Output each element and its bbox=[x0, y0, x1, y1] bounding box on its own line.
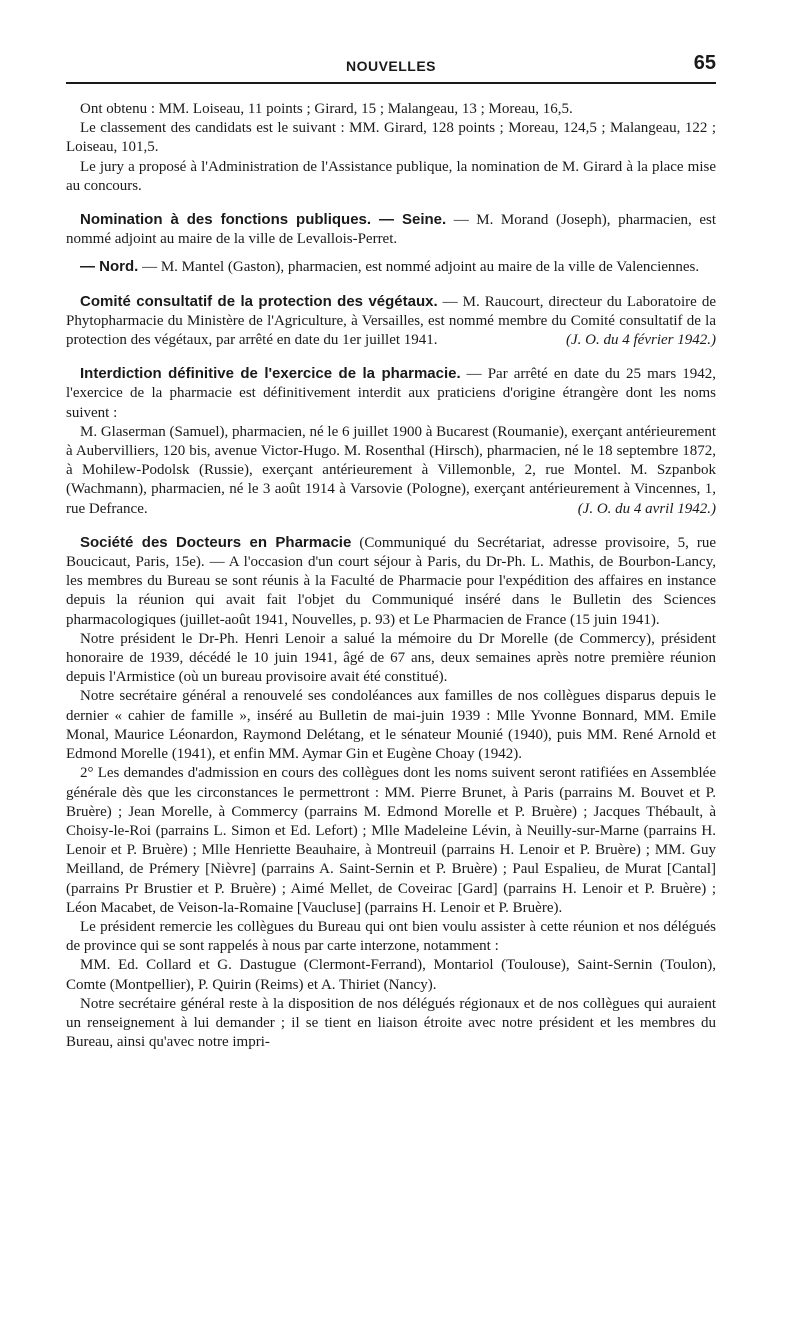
paragraph-nomination-nord bbox=[66, 257, 716, 277]
section-heading: Société des Docteurs en Pharmacie bbox=[80, 533, 352, 551]
paragraph-text: — Par arrêté en date du 25 mars 1942, l'exercice de la pharmacie est définitivement interdit aux praticiens d'origine étrangère dont les noms suivent : bbox=[66, 366, 716, 421]
paragraph-interdiction bbox=[66, 364, 716, 423]
paragraph-interdiction-list bbox=[66, 423, 716, 519]
paragraph-text: Le président remercie les collègues du Bureau qui ont bien voulu assister à cette réunion et nos délégués de province qui se sont rappelés à nous par carte interzone, notamment : bbox=[66, 918, 716, 955]
paragraph-results bbox=[66, 100, 716, 119]
journal-reference: (J. O. du 4 février 1942.) bbox=[566, 332, 716, 349]
section-heading: Nomination à des fonctions publiques. — Seine. bbox=[80, 211, 447, 229]
section-heading: Comité consultatif de la protection des végétaux. bbox=[80, 292, 438, 310]
paragraph-condoleances bbox=[66, 687, 716, 764]
paragraph-text: Le classement des candidats est le suivant : MM. Girard, 128 points ; Moreau, 124,5 ; Malangeau, 122 ; Loiseau, 101,5. bbox=[66, 120, 716, 156]
paragraph-text: Notre secrétaire général reste à la disposition de nos délégués régionaux et de nos collègues qui auraient un renseignement à lui demander ; il se tient en liaison étroite avec notre président et les membres du Bureau, ainsi qu'avec notre impri- bbox=[66, 995, 716, 1051]
paragraph-text: 2° Les demandes d'admission en cours des collègues dont les noms suivent seront ratifiées en Assemblée générale dès que les circonstances le permettront : MM. Pierre Brunet, à Paris (parrains M. Bouvet et P. Bruère) ; Jean Morelle, à Commercy (parrains M. Edmond Morelle et P. Bruère) ; Jacques Thébault, à Choisy-le-Roi (parrains L. Simon et Ed. Lefort) ; Mlle Madeleine Lévin, à Neuilly-sur-Marne (parrains H. Lenoir et P. Bruère) ; Mlle Henriette Beauhaire, à Montreuil (parrains H. Lenoir et P. Bruère) ; MM. Guy Meilland, de Prémery [Nièvre] (parrains A. Saint-Sernin et P. Bruère) ; Paul Espalieu, de Murat [Cantal] (parrains Pr Brustier et P. Bruère) ; Aimé Mellet, de Coveirac [Gard] (parrains H. Lenoir et P. Bruère) ; Léon Macabet, de Veison-la-Romaine [Vaucluse] (parrains H. Lenoir et P. Bruère). bbox=[66, 765, 716, 916]
section-heading: — Nord. bbox=[80, 258, 139, 276]
paragraph-text: MM. Ed. Collard et G. Dastugue (Clermont-Ferrand), Montariol (Toulouse), Saint-Sernin (Toulon), Comte (Montpellier), P. Quirin (Reims) et A. Thiriet (Nancy). bbox=[66, 957, 716, 993]
paragraph-president bbox=[66, 630, 716, 688]
article-body bbox=[66, 100, 716, 1052]
paragraph-ranking bbox=[66, 119, 716, 157]
paragraph-text: Notre président le Dr-Ph. Henri Lenoir a salué la mémoire du Dr Morelle (de Commercy), président honoraire de 1939, décédé le 10 juin 1941, âgé de 67 ans, deux semaines après notre première réunion depuis l'Armistice (où un bureau provisoire avait été constitué). bbox=[66, 630, 716, 686]
paragraph-admissions bbox=[66, 764, 716, 918]
paragraph-text: (Communiqué du Secrétariat, adresse provisoire, 5, rue Boucicaut, Paris, 15e). — A l'occasion d'un court séjour à Paris, du Dr-Ph. L. Mathis, de Bourbon-Lancy, les membres du Bureau se sont réunis à la Faculté de Pharmacie pour l'expédition des affaires en instance depuis la réunion qui avait fait l'objet du Communiqué inséré dans le Bulletin des Sciences pharmacologiques (juillet-août 1941, Nouvelles, p. 93) et Le Pharmacien de France (15 juin 1941). bbox=[66, 534, 717, 628]
journal-reference: (J. O. du 4 avril 1942.) bbox=[577, 500, 716, 517]
paragraph-comite bbox=[66, 292, 716, 351]
paragraph-text: Ont obtenu : MM. Loiseau, 11 points ; Girard, 15 ; Malangeau, 13 ; Moreau, 16,5. bbox=[80, 101, 573, 117]
paragraph-text: M. Glaserman (Samuel), pharmacien, né le 6 juillet 1900 à Bucarest (Roumanie), exerçant antérieurement à Aubervilliers, 120 bis, avenue Victor-Hugo. M. Rosenthal (Hirsch), pharmacien, né le 18 septembre 1872, à Mohilew-Podolsk (Russie), exerçant antérieurement à Villemonble, 2, rue Montel. M. Szpanbok (Wachmann), pharmacien, né le 3 août 1914 à Varsovie (Pologne), exerçant antérieurement à Vincennes, 1, rue Defrance. bbox=[66, 423, 717, 517]
paragraph-text: — M. Raucourt, directeur du Laboratoire de Phytopharmacie du Ministère de l'Agriculture, à Versailles, est nommé membre du Comité consultatif de la protection des végétaux, par arrêté en date du 1er juillet 1941. bbox=[66, 293, 716, 349]
page-number: 65 bbox=[693, 52, 716, 74]
paragraph-nomination-seine bbox=[66, 210, 716, 249]
running-title: NOUVELLES bbox=[345, 58, 437, 74]
paragraph-jury bbox=[66, 158, 716, 196]
paragraph-text: — M. Mantel (Gaston), pharmacien, est nommé adjoint au maire de la ville de Valenciennes. bbox=[138, 259, 700, 276]
running-header bbox=[66, 52, 716, 84]
paragraph-text: Le jury a proposé à l'Administration de l'Assistance publique, la nomination de M. Girard à la place mise au concours. bbox=[66, 158, 716, 194]
paragraph-text: — M. Morand (Joseph), pharmacien, est nommé adjoint au maire de la ville de Levallois-Perret. bbox=[66, 212, 716, 248]
paragraph-societe bbox=[66, 533, 716, 630]
paragraph-secretaire bbox=[66, 995, 716, 1053]
section-heading: Interdiction définitive de l'exercice de la pharmacie. bbox=[80, 365, 461, 383]
paragraph-text: Notre secrétaire général a renouvelé ses condoléances aux familles de nos collègues disparus depuis le dernier « cahier de famille », inséré au Bulletin de mai-juin 1939 : Mlle Yvonne Bonnard, MM. Emile Monal, Maurice Léonardon, Raymond Delétang, et le sénateur Mounié (1940), puis MM. René Arnold et Edmond Morelle (1941), et enfin MM. Aymar Gin et Eugène Choay (1942). bbox=[66, 688, 716, 763]
paragraph-remerciements bbox=[66, 918, 716, 956]
paragraph-delegues bbox=[66, 956, 716, 994]
